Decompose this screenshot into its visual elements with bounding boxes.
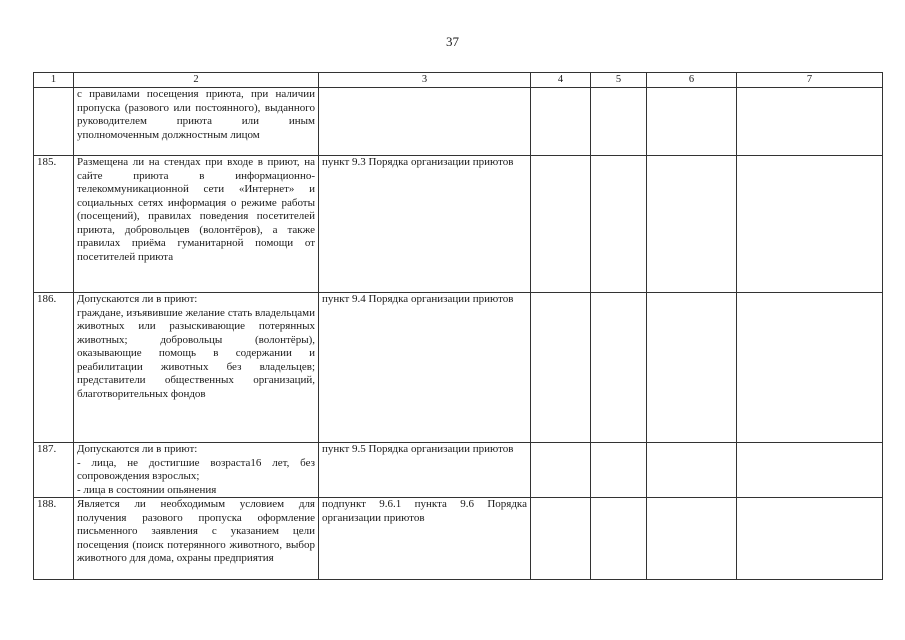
checklist-table — [33, 72, 883, 580]
empty-cell — [647, 88, 737, 156]
column-header: 3 — [319, 73, 531, 88]
reference-cell: пункт 9.4 Порядка организации приютов — [319, 293, 531, 443]
column-header: 1 — [34, 73, 74, 88]
column-header: 2 — [74, 73, 319, 88]
column-header: 7 — [737, 73, 883, 88]
header-row — [34, 73, 883, 88]
column-header: 5 — [591, 73, 647, 88]
question-cell: Допускаются ли в приют: - лица, не достигшие возраста16 лет, без сопровождения взрослых; - лица в состоянии опьянения — [74, 443, 319, 498]
empty-cell — [737, 293, 883, 443]
page-number: 37 — [446, 34, 459, 49]
empty-cell — [737, 156, 883, 293]
row-number: 187. — [34, 443, 74, 498]
empty-cell — [647, 156, 737, 293]
empty-cell — [531, 293, 591, 443]
table-row — [34, 88, 883, 156]
empty-cell — [591, 156, 647, 293]
question-cell: Является ли необходимым условием для получения разового пропуска оформление письменного заявления с указанием цели посещения (поиск потерянного животного, выбор животного для дома, охраны предприятия — [74, 498, 319, 580]
row-number: 186. — [34, 293, 74, 443]
question-cell: с правилами посещения приюта, при наличии пропуска (разового или постоянного), выданного руководителем приюта или иным уполномоченным должностным лицом — [74, 88, 319, 156]
question-cell: Допускаются ли в приют: граждане, изъявившие желание стать владельцами животных или разыскивающие потерянных животных; добровольцы (волонтёры), оказывающие помощь в содержании и реабилитации животных без владельцев; представители общественных организаций, благотворительных фондов — [74, 293, 319, 443]
empty-cell — [737, 88, 883, 156]
table-row — [34, 443, 883, 498]
column-header: 6 — [647, 73, 737, 88]
empty-cell — [591, 88, 647, 156]
reference-cell: подпункт 9.6.1 пункта 9.6 Порядка организации приютов — [319, 498, 531, 580]
empty-cell — [531, 156, 591, 293]
empty-cell — [531, 443, 591, 498]
empty-cell — [591, 443, 647, 498]
row-number: 188. — [34, 498, 74, 580]
empty-cell — [591, 498, 647, 580]
empty-cell — [531, 498, 591, 580]
question-cell: Размещена ли на стендах при входе в приют, на сайте приюта в информационно-телекоммуникационной сети «Интернет» и социальных сетях информация о режиме работы (посещений), правилах поведения посетителей приюта, добровольцев (волонтёров), а также правилах приёма гуманитарной помощи от посетителей приюта — [74, 156, 319, 293]
empty-cell — [647, 443, 737, 498]
empty-cell — [591, 293, 647, 443]
row-number — [34, 88, 74, 156]
column-header: 4 — [531, 73, 591, 88]
table-row — [34, 293, 883, 443]
reference-cell: пункт 9.3 Порядка организации приютов — [319, 156, 531, 293]
table-row — [34, 498, 883, 580]
empty-cell — [531, 88, 591, 156]
row-number: 185. — [34, 156, 74, 293]
reference-cell: пункт 9.5 Порядка организации приютов — [319, 443, 531, 498]
table-row — [34, 156, 883, 293]
empty-cell — [647, 498, 737, 580]
empty-cell — [647, 293, 737, 443]
reference-cell — [319, 88, 531, 156]
empty-cell — [737, 498, 883, 580]
empty-cell — [737, 443, 883, 498]
